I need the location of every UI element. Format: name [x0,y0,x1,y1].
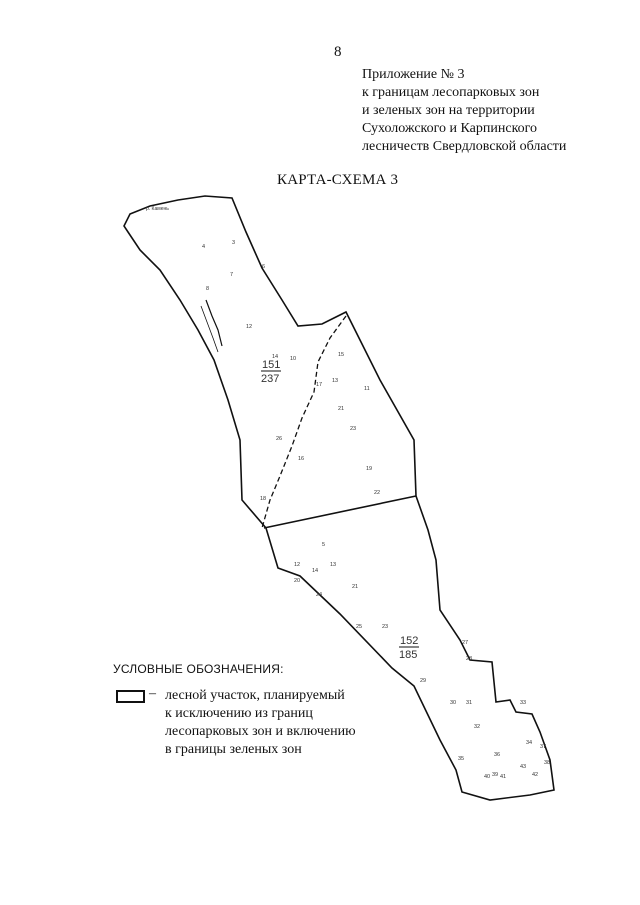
plot-number: 27 [462,640,469,646]
plot-number: 38 [544,760,551,766]
quarter-152-number: 152 [400,635,419,647]
river-bank [201,306,218,352]
plot-number: 13 [332,378,339,384]
plot-number: 28 [466,656,473,662]
plot-number: 13 [330,562,337,568]
plot-number: 19 [366,466,373,472]
plot-number: 25 [356,624,363,630]
plot-number: 40 [484,774,491,780]
quarter-151-area: 237 [261,373,280,385]
legend-line: лесопарковых зон и включению [165,724,356,739]
plot-number: 3 [232,240,236,246]
plot-number: 22 [374,490,381,496]
plot-number: 41 [500,774,507,780]
plot-number: 39 [492,772,499,778]
plot-number: 31 [466,700,473,706]
quarter-boundary [264,496,416,528]
legend-dash: – [149,686,156,701]
plot-number: 20 [294,578,301,584]
plot-number: 43 [520,764,527,770]
legend-description [165,687,356,759]
legend-title: УСЛОВНЫЕ ОБОЗНАЧЕНИЯ: [113,662,284,676]
legend-line: в границы зеленых зон [165,742,302,757]
dashed-inner-boundary [262,316,346,528]
plot-number: 30 [450,700,457,706]
plot-number: 6 [262,264,266,270]
plot-number: 15 [338,352,345,358]
plot-number: 5 [322,542,326,548]
plot-number: 12 [246,324,253,330]
river-bank [206,300,222,346]
plot-number: 21 [352,584,359,590]
plot-number: 32 [474,724,481,730]
map-title: КАРТА-СХЕМА 3 [277,172,399,188]
plot-number: 42 [532,772,539,778]
plot-number: 14 [312,568,319,574]
page-number: 8 [334,44,342,60]
plot-number: 16 [298,456,305,462]
quarter-152-area: 185 [399,649,418,661]
plot-number: 14 [272,354,279,360]
appendix-line: к границам лесопарковых зон [362,85,540,100]
plot-number: 35 [458,756,465,762]
plot-number: 18 [260,496,267,502]
legend-line: лесной участок, планируемый [165,688,345,703]
plot-number: 4 [202,244,206,250]
plot-number: 23 [382,624,389,630]
plot-number: 12 [294,562,301,568]
plot-number: 24 [316,592,323,598]
plot-number: 11 [364,386,370,392]
plot-number: 36 [494,752,501,758]
plot-number: 33 [520,700,527,706]
plot-number: 10 [290,356,297,362]
river-label: р. Камень [146,206,169,212]
appendix-line: лесничеств Свердловской области [362,139,567,154]
plot-number: 34 [526,740,533,746]
plot-number: 26 [276,436,283,442]
plot-number: 7 [230,272,234,278]
plot-number: 8 [206,286,210,292]
legend-line: к исключению из границ [165,706,313,721]
plot-number: 17 [316,382,323,388]
appendix-line: Сухоложского и Карпинского [362,121,538,136]
appendix-line: и зеленых зон на территории [362,103,535,118]
appendix-line: Приложение № 3 [362,67,465,82]
plot-number: 37 [540,744,547,750]
legend-swatch [116,690,145,703]
plot-number: 23 [350,426,357,432]
quarter-151-number: 151 [262,359,281,371]
plot-number: 29 [420,678,427,684]
plot-number: 21 [338,406,345,412]
